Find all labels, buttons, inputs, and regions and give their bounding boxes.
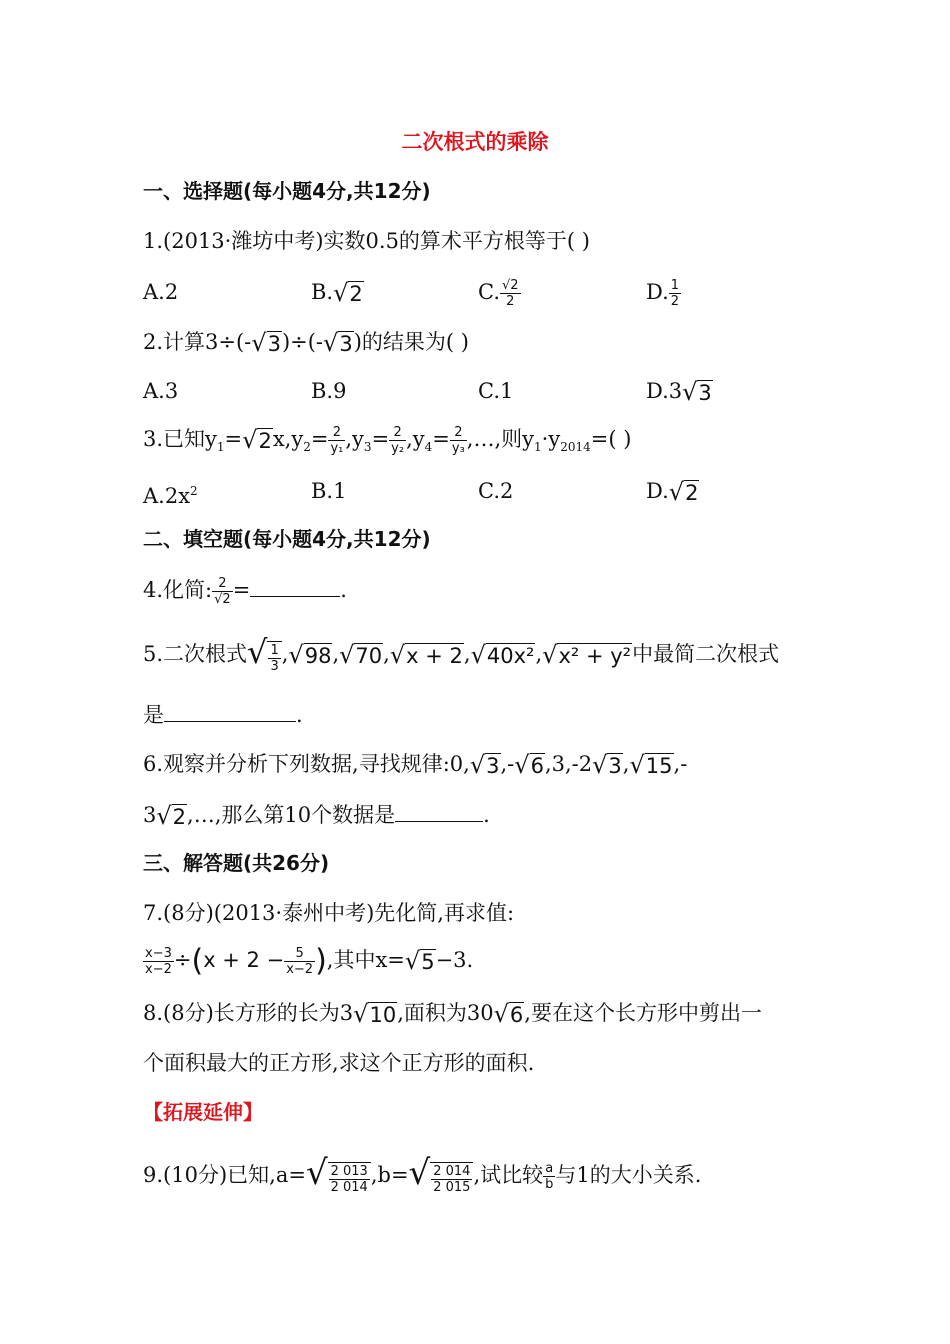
sqrt-expr: √3: [682, 378, 712, 406]
q1-option-b: [311, 277, 364, 309]
fraction: [329, 1164, 370, 1195]
text: ,…,那么第10个数据是: [187, 803, 396, 827]
q3-option-c: C.2: [478, 479, 514, 503]
denominator: x−2: [286, 962, 314, 977]
left-paren: (: [191, 943, 204, 979]
radicand: [328, 1162, 371, 1195]
radicand: [267, 641, 281, 674]
question-6-line2: [143, 799, 490, 832]
radicand: 2: [349, 282, 363, 306]
radicand: 3: [486, 754, 500, 778]
sqrt-expr: √2: [333, 279, 363, 307]
sqrt-expr: √x² + y²: [542, 640, 632, 669]
denominator: 2 014: [330, 1179, 368, 1195]
superscript: 2: [190, 484, 198, 498]
text: =: [232, 578, 251, 602]
radicand: [430, 1162, 473, 1195]
sqrt-expr: √98: [288, 640, 332, 669]
text: 3: [143, 803, 157, 827]
text: ,y: [406, 427, 425, 451]
fraction: [284, 946, 315, 977]
fraction: [669, 278, 681, 309]
text: 中最简二次根式: [632, 641, 780, 666]
sqrt-expr: √2: [242, 426, 272, 454]
text: 9.(10分)已知,a=: [143, 1162, 306, 1187]
question-8-line2: 个面积最大的正方形,求这个正方形的面积.: [143, 1051, 535, 1075]
numerator: 2 014: [433, 1163, 471, 1179]
question-1-stem: 1.(2013·潍坊中考)实数0.5的算术平方根等于( ): [143, 229, 590, 253]
subscript: 2014: [560, 440, 591, 455]
answer-blank[interactable]: [395, 799, 483, 822]
option-label: C.: [478, 280, 500, 304]
text: =: [310, 427, 329, 451]
subscript: 3: [363, 440, 372, 455]
question-6: [143, 749, 687, 781]
q3-option-b: B.1: [311, 479, 347, 503]
text: =: [371, 427, 390, 451]
section-heading-solve: 三、解答题(共26分): [143, 851, 330, 875]
fraction: [212, 576, 233, 607]
sqrt-expr: √15: [629, 751, 673, 779]
q2-option-a: A.3: [143, 379, 179, 403]
option-label: A.2x: [143, 484, 191, 508]
sqrt-expr: √3: [469, 751, 500, 779]
question-2-stem: [143, 327, 469, 359]
text: ,: [281, 641, 289, 666]
denominator: y₁: [330, 441, 344, 456]
q2-option-d: [646, 376, 713, 408]
subscript: 1: [216, 440, 225, 455]
text: 3.已知y: [143, 427, 217, 451]
text: ,-: [500, 752, 515, 776]
numerator: 2 013: [330, 1163, 368, 1179]
fraction: [450, 425, 467, 456]
page-title: 二次根式的乘除: [401, 130, 549, 154]
sqrt-expr: √ $\frac{2 013}{2 014}$: [306, 1158, 371, 1195]
sqrt-expr: √x + 2: [389, 640, 463, 669]
sqrt-expr: √ $\frac{2 014}{2 015}$: [409, 1158, 474, 1195]
text: ,-: [673, 752, 688, 776]
text: ,3,-2: [544, 752, 593, 776]
extension-heading: 【拓展延伸】: [143, 1100, 263, 1124]
denominator: b: [545, 1176, 554, 1192]
sqrt-expr: √3: [592, 751, 622, 779]
option-label: D.: [646, 280, 669, 304]
sqrt-expr: √2: [156, 802, 187, 830]
text: ÷: [173, 948, 192, 972]
text: )÷(-: [281, 330, 324, 354]
q3-option-d: [646, 476, 699, 508]
text: 是: [143, 703, 164, 727]
numerator: 2: [450, 425, 467, 441]
question-7-stem: 7.(8分)(2013·泰州中考)先化简,再求值:: [143, 901, 515, 925]
q2-option-c: C.1: [478, 379, 514, 403]
radicand: 3: [698, 381, 712, 405]
section-heading-choice: 一、选择题(每小题4分,共12分): [143, 179, 431, 203]
numerator: 2: [212, 576, 233, 592]
sqrt-expr: √6: [493, 1000, 524, 1028]
sqrt-expr: √70: [339, 640, 383, 669]
text: .: [296, 703, 303, 727]
numerator: √2: [502, 278, 519, 293]
radicand: 3: [608, 754, 622, 778]
fraction: [268, 643, 280, 674]
text: .: [340, 578, 347, 602]
text: 5.二次根式: [143, 641, 248, 666]
numerator: 1: [670, 278, 680, 293]
question-8: [143, 998, 762, 1030]
fraction: [143, 946, 174, 977]
text: .: [483, 803, 490, 827]
radicand: 6: [530, 754, 544, 778]
denominator: 2 015: [433, 1179, 471, 1195]
text: 4.化简:: [143, 578, 213, 602]
denominator: x−2: [145, 962, 172, 977]
question-3-stem: [143, 424, 631, 462]
denominator: 3: [270, 658, 279, 674]
radicand: 6: [509, 1003, 524, 1027]
radicand: x² + y²: [558, 643, 632, 668]
sqrt-expr: √3: [323, 329, 353, 357]
text: x + 2 −: [203, 948, 285, 972]
text: ,: [535, 641, 543, 666]
fraction: [328, 425, 345, 456]
answer-blank[interactable]: [164, 699, 296, 722]
radicand: 70: [355, 643, 383, 668]
option-label: B.: [311, 280, 334, 304]
sqrt-expr: √10: [353, 1000, 397, 1028]
right-paren: ): [315, 943, 327, 979]
radicand: 40x²: [486, 643, 535, 668]
text: ,面积为30: [397, 1001, 494, 1025]
text: ,: [622, 752, 630, 776]
sqrt-expr: √6: [514, 751, 544, 779]
text: 与1的大小关系.: [555, 1162, 702, 1187]
text: ,要在这个长方形中剪出一: [524, 1001, 762, 1025]
subscript: 1: [534, 440, 542, 455]
text: ,: [463, 641, 471, 666]
numerator: x−3: [145, 946, 172, 961]
option-label: D.3: [646, 379, 683, 403]
fraction: [543, 1161, 555, 1192]
text: ·y: [541, 427, 561, 451]
radicand: x + 2: [406, 643, 463, 668]
subscript: 2: [303, 440, 311, 455]
subscript: 4: [424, 440, 433, 455]
text: )的结果为( ): [353, 330, 469, 354]
fraction: [500, 278, 521, 309]
sqrt-expr: √40x²: [470, 640, 535, 669]
denominator: y₂: [391, 441, 405, 456]
denominator: 2: [506, 294, 515, 309]
radicand: 15: [645, 754, 673, 778]
text: 2.计算3÷(-: [143, 330, 252, 354]
fraction: [431, 1164, 472, 1195]
radicand: 98: [304, 643, 332, 668]
text: 8.(8分)长方形的长为3: [143, 1001, 354, 1025]
denominator: √2: [214, 592, 231, 607]
question-5-line2: [143, 699, 303, 730]
text: −3.: [435, 948, 474, 972]
text: ,其中x=: [326, 948, 405, 972]
denominator: 2: [670, 294, 680, 309]
sqrt-expr: √ $\frac{1}{3}$: [247, 637, 282, 674]
answer-blank[interactable]: [250, 574, 340, 597]
q1-option-d: [646, 277, 681, 309]
question-9: [143, 1153, 702, 1195]
q1-option-a: A.2: [143, 280, 179, 304]
radicand: 5: [421, 950, 435, 974]
text: ,…,则y: [466, 427, 534, 451]
q2-option-b: B.9: [311, 379, 347, 403]
text: 6.观察并分析下列数据,寻找规律:0,: [143, 752, 470, 776]
sqrt-expr: √2: [668, 478, 699, 506]
text: x,y: [272, 427, 304, 451]
text: =( ): [590, 427, 632, 451]
q3-option-a: [143, 476, 198, 511]
radicand: 2: [172, 805, 187, 829]
numerator: 2: [328, 425, 345, 441]
text: ,b=: [370, 1162, 409, 1187]
text: =: [224, 427, 243, 451]
text: ,: [383, 641, 390, 666]
numerator: 2: [389, 425, 406, 441]
radicand: 3: [267, 332, 281, 356]
text: ,试比较: [473, 1162, 544, 1187]
fraction: [389, 425, 406, 456]
question-5: [143, 633, 780, 674]
numerator: a: [543, 1161, 555, 1177]
question-7-expression: [143, 945, 473, 977]
denominator: y₃: [451, 441, 465, 456]
radicand: 2: [685, 481, 699, 505]
numerator: 1: [270, 642, 279, 658]
text: ,y: [345, 427, 364, 451]
radicand: 2: [258, 429, 272, 453]
text: =: [432, 427, 450, 451]
radicand: 10: [369, 1003, 397, 1027]
section-heading-fill: 二、填空题(每小题4分,共12分): [143, 527, 431, 551]
option-label: D.: [646, 479, 669, 503]
sqrt-expr: √3: [251, 329, 281, 357]
question-4: [143, 574, 347, 607]
numerator: 5: [284, 946, 315, 962]
sqrt-expr: √5: [404, 947, 435, 975]
q1-option-c: [478, 277, 521, 309]
text: ,: [332, 641, 340, 666]
radicand: 3: [339, 332, 353, 356]
